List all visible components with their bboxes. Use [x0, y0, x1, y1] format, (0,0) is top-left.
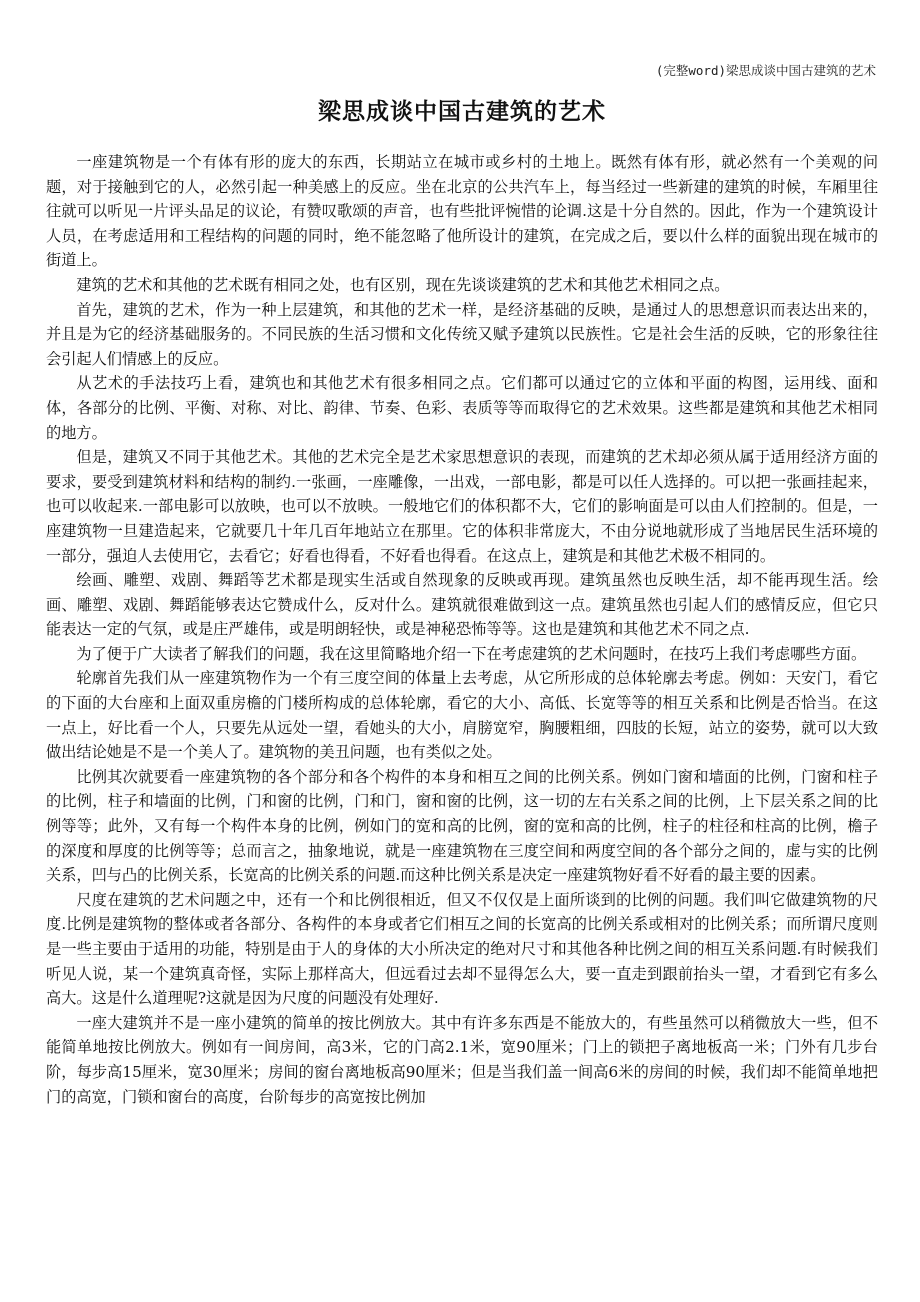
- paragraph: 一座大建筑并不是一座小建筑的简单的按比例放大。其中有许多东西是不能放大的，有些虽然可以稍微放大一些，但不能简单地按比例放大。例如有一间房间，高3米，它的门高2.1米，宽90厘米；门上的锁把子离地板高一米；门外有几步台阶，每步高15厘米，宽30厘米；房间的窗台离地板高90厘米；但是当我们盖一间高6米的房间的时候，我们却不能简单地把门的高宽，门锁和窗台的高度，台阶每步的高宽按比例加: [46, 1013, 878, 1106]
- paragraph: 首先，建筑的艺术，作为一种上层建筑，和其他的艺术一样，是经济基础的反映，是通过人的思想意识而表达出来的，并且是为它的经济基础服务的。不同民族的生活习惯和文化传统又赋予建筑以民族性。它是社会生活的反映，它的形象往往会引起人们情感上的反应。: [46, 300, 878, 368]
- paragraph: 为了便于广大读者了解我们的问题，我在这里简略地介绍一下在考虑建筑的艺术问题时，在技巧上我们考虑哪些方面。: [76, 644, 867, 663]
- paragraph: 建筑的艺术和其他的艺术既有相同之处，也有区别，现在先谈谈建筑的艺术和其他艺术相同之点。: [76, 275, 730, 294]
- paragraph: 轮廓首先我们从一座建筑物作为一个有三度空间的体量上去考虑，从它所形成的总体轮廓去考虑。例如：天安门，看它的下面的大台座和上面双重房檐的门楼所构成的总体轮廓，看它的大小、高低、长宽等等的相互关系和比例是否恰当。在这一点上，好比看一个人，只要先从远处一望，看她头的大小，肩膀宽窄，胸腰粗细，四肢的长短，站立的姿势，就可以大致做出结论她是不是一个美人了。建筑物的美丑问题，也有类似之处。: [46, 669, 878, 762]
- paragraph: 绘画、雕塑、戏剧、舞蹈等艺术都是现实生活或自然现象的反映或再现。建筑虽然也反映生活，却不能再现生活。绘画、雕塑、戏剧、舞蹈能够表达它赞成什么，反对什么。建筑就很难做到这一点。建筑虽然也引起人们的感情反应，但它只能表达一定的气氛，或是庄严雄伟，或是明朗轻快，或是神秘恐怖等等。这也是建筑和其他艺术不同之点.: [46, 571, 878, 639]
- paragraph: 尺度在建筑的艺术问题之中，还有一个和比例很相近，但又不仅仅是上面所谈到的比例的问题。我们叫它做建筑物的尺度.比例是建筑物的整体或者各部分、各构件的本身或者它们相互之间的长宽高的比例关系或相对的比例关系；而所谓尺度则是一些主要由于适用的功能，特别是由于人的身体的大小所决定的绝对尺寸和其他各种比例之间的相互关系问题.有时候我们听见人说，某一个建筑真奇怪，实际上那样高大，但远看过去却不显得怎么大，要一直走到跟前抬头一望，才看到它有多么高大。这是什么道理呢?这就是因为尺度的问题没有处理好.: [46, 890, 878, 1008]
- paragraph: 一座建筑物是一个有体有形的庞大的东西，长期站立在城市或乡村的土地上。既然有体有形，就必然有一个美观的问题，对于接触到它的人，必然引起一种美感上的反应。坐在北京的公共汽车上，每当经过一些新建的建筑的时候，车厢里往往就可以听见一片评头品足的议论，有赞叹歌颂的声音，也有些批评惋惜的论调.这是十分自然的。因此，作为一个建筑设计人员，在考虑适用和工程结构的问题的同时，绝不能忽略了他所设计的建筑，在完成之后，要以什么样的面貌出现在城市的街道上。: [46, 153, 878, 270]
- paragraph: 比例其次就要看一座建筑物的各个部分和各个构件的本身和相互之间的比例关系。例如门窗和墙面的比例，门窗和柱子的比例，柱子和墙面的比例，门和窗的比例，门和门，窗和窗的比例，这一切的左右关系之间的比例，上下层关系之间的比例等等；此外，又有每一个构件本身的比例，例如门的宽和高的比例，窗的宽和高的比例，柱子的柱径和柱高的比例，檐子的深度和厚度的比例等等；总而言之，抽象地说，就是一座建筑物在三度空间和两度空间的各个部分之间的，虚与实的比例关系，凹与凸的比例关系，长宽高的比例关系的问题.而这种比例关系是决定一座建筑物好看不好看的最主要的因素。: [46, 767, 878, 885]
- paragraph: 但是，建筑又不同于其他艺术。其他的艺术完全是艺术家思想意识的表现，而建筑的艺术却必须从属于适用经济方面的要求，要受到建筑材料和结构的制约.一张画，一座雕像，一出戏，一部电影，都是可以任人选择的。可以把一张画挂起来，也可以收起来.一部电影可以放映，也可以不放映。一般地它们的体积都不大，它们的影响面是可以由人们控制的。但是，一座建筑物一旦建造起来，它就要几十年几百年地站立在那里。它的体积非常庞大，不由分说地就形成了当地居民生活环境的一部分，强迫人去使用它，去看它；好看也得看，不好看也得看。在这点上，建筑是和其他艺术极不相同的。: [46, 448, 878, 565]
- running-header: (完整word)梁思成谈中国古建筑的艺术: [655, 63, 876, 78]
- article-title: 梁思成谈中国古建筑的艺术: [318, 99, 606, 125]
- paragraph: 从艺术的手法技巧上看，建筑也和其他艺术有很多相同之点。它们都可以通过它的立体和平面的构图，运用线、面和体，各部分的比例、平衡、对称、对比、韵律、节奏、色彩、表质等等而取得它的艺术效果。这些都是建筑和其他艺术相同的地方。: [46, 374, 878, 442]
- article-body: [46, 150, 878, 1109]
